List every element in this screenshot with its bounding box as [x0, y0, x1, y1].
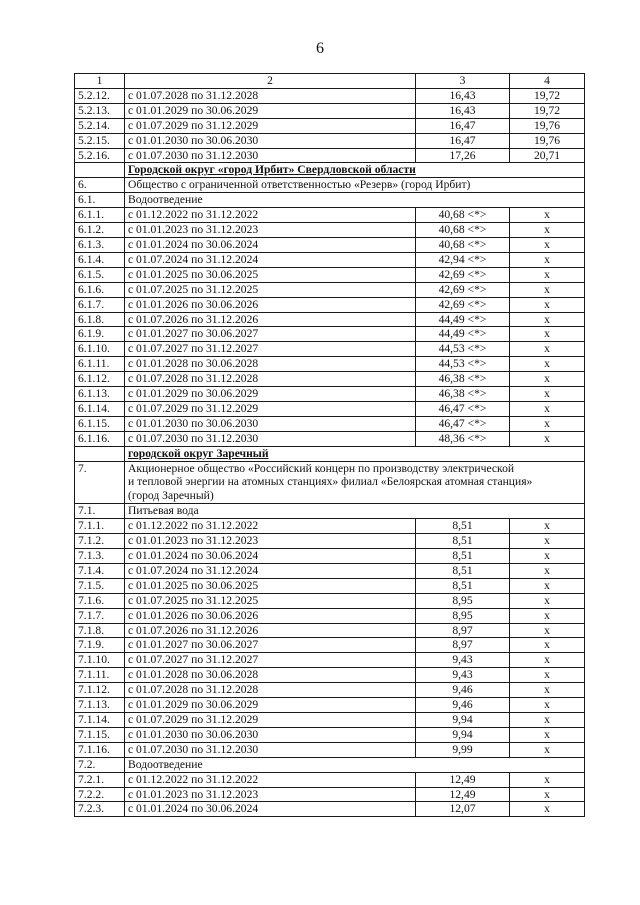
- row-period: с 01.01.2026 по 30.06.2026: [125, 297, 416, 312]
- row-number: 7.1.16.: [75, 742, 125, 757]
- service-name: Водоотведение: [125, 193, 585, 208]
- table-row: [75, 327, 585, 342]
- row-value-col3: 8,51: [416, 519, 510, 534]
- organization-row: [75, 178, 585, 193]
- table-row: [75, 372, 585, 387]
- row-period: с 01.12.2022 по 31.12.2022: [125, 772, 416, 787]
- row-value-col4: x: [510, 282, 585, 297]
- row-period: с 01.07.2030 по 31.12.2030: [125, 742, 416, 757]
- row-period: с 01.12.2022 по 31.12.2022: [125, 208, 416, 223]
- row-value-col4: x: [510, 653, 585, 668]
- row-value-col3: 16,47: [416, 118, 510, 133]
- row-value-col3: 44,49 <*>: [416, 327, 510, 342]
- table-row: [75, 431, 585, 446]
- row-period: с 01.01.2026 по 30.06.2026: [125, 608, 416, 623]
- row-period: с 01.01.2028 по 30.06.2028: [125, 357, 416, 372]
- row-period: с 01.07.2028 по 31.12.2028: [125, 683, 416, 698]
- row-value-col4: x: [510, 431, 585, 446]
- header-cell-2: 2: [125, 74, 416, 89]
- row-value-col3: 9,43: [416, 668, 510, 683]
- row-value-col4: x: [510, 683, 585, 698]
- section-empty-cell: [75, 446, 125, 461]
- table-row: [75, 148, 585, 163]
- row-value-col4: x: [510, 252, 585, 267]
- row-value-col3: 8,51: [416, 534, 510, 549]
- table-row: [75, 608, 585, 623]
- table-row: [75, 88, 585, 103]
- row-value-col3: 9,43: [416, 653, 510, 668]
- organization-row: [75, 461, 585, 504]
- row-value-col4: x: [510, 237, 585, 252]
- row-period: с 01.01.2029 по 30.06.2029: [125, 103, 416, 118]
- row-number: 6.1.8.: [75, 312, 125, 327]
- row-number: 7.1.13.: [75, 698, 125, 713]
- page-number: 6: [316, 40, 324, 57]
- row-period: с 01.12.2022 по 31.12.2022: [125, 519, 416, 534]
- header-cell-1: 1: [75, 74, 125, 89]
- table-row: [75, 742, 585, 757]
- row-value-col3: 40,68 <*>: [416, 208, 510, 223]
- section-heading: Городской округ «город Ирбит» Свердловской области: [125, 163, 585, 178]
- row-number: 6.1.14.: [75, 401, 125, 416]
- org-name-line: Общество с ограниченной ответственностью «Резерв» (город Ирбит): [128, 178, 471, 192]
- table-row: [75, 549, 585, 564]
- row-number: 7.1.1.: [75, 519, 125, 534]
- row-value-col3: 17,26: [416, 148, 510, 163]
- row-period: с 01.07.2029 по 31.12.2029: [125, 401, 416, 416]
- row-value-col4: x: [510, 563, 585, 578]
- row-value-col4: x: [510, 698, 585, 713]
- row-number: 7.2.3.: [75, 802, 125, 817]
- service-number: 6.1.: [75, 193, 125, 208]
- table-row: [75, 802, 585, 817]
- service-name: Водоотведение: [125, 757, 585, 772]
- row-value-col3: 8,51: [416, 578, 510, 593]
- row-number: 6.1.4.: [75, 252, 125, 267]
- row-period: с 01.07.2025 по 31.12.2025: [125, 593, 416, 608]
- row-value-col4: x: [510, 742, 585, 757]
- service-name: Питьевая вода: [125, 504, 585, 519]
- row-value-col4: x: [510, 593, 585, 608]
- row-value-col3: 9,46: [416, 683, 510, 698]
- row-period: с 01.07.2030 по 31.12.2030: [125, 148, 416, 163]
- row-period: с 01.01.2023 по 31.12.2023: [125, 534, 416, 549]
- row-value-col4: x: [510, 638, 585, 653]
- row-value-col3: 9,46: [416, 698, 510, 713]
- row-period: с 01.07.2024 по 31.12.2024: [125, 563, 416, 578]
- row-period: с 01.07.2025 по 31.12.2025: [125, 282, 416, 297]
- row-value-col3: 8,51: [416, 563, 510, 578]
- service-row: [75, 504, 585, 519]
- row-value-col4: x: [510, 623, 585, 638]
- org-name-line: Акционерное общество «Российский концерн по производству электрической: [128, 461, 515, 475]
- row-value-col3: 44,49 <*>: [416, 312, 510, 327]
- row-value-col3: 44,53 <*>: [416, 342, 510, 357]
- row-number: 7.2.1.: [75, 772, 125, 787]
- row-period: с 01.07.2028 по 31.12.2028: [125, 88, 416, 103]
- row-value-col4: x: [510, 401, 585, 416]
- row-period: с 01.07.2030 по 31.12.2030: [125, 431, 416, 446]
- table-row: [75, 416, 585, 431]
- row-number: 7.1.5.: [75, 578, 125, 593]
- row-number: 6.1.15.: [75, 416, 125, 431]
- row-value-col3: 46,47 <*>: [416, 416, 510, 431]
- row-value-col3: 8,95: [416, 608, 510, 623]
- row-period: с 01.07.2026 по 31.12.2026: [125, 312, 416, 327]
- table-row: [75, 787, 585, 802]
- row-value-col3: 12,49: [416, 772, 510, 787]
- row-period: с 01.01.2027 по 30.06.2027: [125, 638, 416, 653]
- row-value-col4: x: [510, 712, 585, 727]
- row-number: 5.2.13.: [75, 103, 125, 118]
- row-number: 6.1.10.: [75, 342, 125, 357]
- table-row: [75, 683, 585, 698]
- row-value-col3: 42,69 <*>: [416, 267, 510, 282]
- org-name: [125, 178, 585, 193]
- row-value-col4: 19,72: [510, 103, 585, 118]
- row-number: 5.2.15.: [75, 133, 125, 148]
- table-header-row: [75, 74, 585, 89]
- row-value-col4: x: [510, 772, 585, 787]
- row-value-col4: x: [510, 357, 585, 372]
- row-value-col4: x: [510, 549, 585, 564]
- row-period: с 01.01.2030 по 30.06.2030: [125, 133, 416, 148]
- row-value-col3: 9,94: [416, 712, 510, 727]
- row-value-col3: 12,07: [416, 802, 510, 817]
- table-row: [75, 133, 585, 148]
- row-number: 6.1.2.: [75, 223, 125, 238]
- row-value-col3: 46,47 <*>: [416, 401, 510, 416]
- row-number: 6.1.12.: [75, 372, 125, 387]
- row-value-col3: 42,94 <*>: [416, 252, 510, 267]
- row-value-col3: 16,43: [416, 103, 510, 118]
- row-number: 6.1.16.: [75, 431, 125, 446]
- section-heading-row: [75, 163, 585, 178]
- row-value-col4: x: [510, 267, 585, 282]
- row-value-col3: 40,68 <*>: [416, 237, 510, 252]
- row-value-col4: 20,71: [510, 148, 585, 163]
- row-value-col3: 16,43: [416, 88, 510, 103]
- service-row: [75, 193, 585, 208]
- row-number: 7.1.14.: [75, 712, 125, 727]
- row-value-col3: 12,49: [416, 787, 510, 802]
- row-period: с 01.01.2028 по 30.06.2028: [125, 668, 416, 683]
- row-value-col4: x: [510, 802, 585, 817]
- row-number: 7.1.15.: [75, 727, 125, 742]
- row-number: 6.1.7.: [75, 297, 125, 312]
- row-number: 6.1.5.: [75, 267, 125, 282]
- row-value-col3: 8,95: [416, 593, 510, 608]
- row-value-col3: 42,69 <*>: [416, 282, 510, 297]
- row-period: с 01.01.2029 по 30.06.2029: [125, 387, 416, 402]
- row-value-col4: x: [510, 608, 585, 623]
- row-number: 7.1.2.: [75, 534, 125, 549]
- table-row: [75, 103, 585, 118]
- row-period: с 01.01.2024 по 30.06.2024: [125, 237, 416, 252]
- row-period: с 01.07.2026 по 31.12.2026: [125, 623, 416, 638]
- row-value-col4: x: [510, 372, 585, 387]
- row-period: с 01.07.2029 по 31.12.2029: [125, 118, 416, 133]
- row-value-col4: 19,76: [510, 118, 585, 133]
- table-row: [75, 387, 585, 402]
- row-value-col3: 9,94: [416, 727, 510, 742]
- org-name: [125, 461, 585, 504]
- table-row: [75, 297, 585, 312]
- row-value-col4: x: [510, 312, 585, 327]
- row-number: 6.1.1.: [75, 208, 125, 223]
- row-number: 5.2.16.: [75, 148, 125, 163]
- table-row: [75, 312, 585, 327]
- row-period: с 01.07.2029 по 31.12.2029: [125, 712, 416, 727]
- row-number: 6.1.13.: [75, 387, 125, 402]
- row-value-col4: x: [510, 297, 585, 312]
- row-number: 6.1.3.: [75, 237, 125, 252]
- row-value-col4: x: [510, 578, 585, 593]
- row-period: с 01.01.2024 по 30.06.2024: [125, 549, 416, 564]
- table-row: [75, 342, 585, 357]
- row-value-col4: x: [510, 668, 585, 683]
- row-number: 7.1.9.: [75, 638, 125, 653]
- header-cell-4: 4: [510, 74, 585, 89]
- row-period: с 01.01.2025 по 30.06.2025: [125, 578, 416, 593]
- row-value-col3: 16,47: [416, 133, 510, 148]
- org-number: 6.: [75, 178, 125, 193]
- table-row: [75, 563, 585, 578]
- org-number: 7.: [75, 461, 125, 504]
- row-period: с 01.07.2027 по 31.12.2027: [125, 653, 416, 668]
- table-row: [75, 223, 585, 238]
- row-value-col3: 8,97: [416, 638, 510, 653]
- section-heading: городской округ Заречный: [125, 446, 585, 461]
- org-name-line: и тепловой энергии на атомных станциях» филиал «Белоярская атомная станция»: [128, 475, 533, 489]
- row-period: с 01.01.2024 по 30.06.2024: [125, 802, 416, 817]
- row-value-col3: 40,68 <*>: [416, 223, 510, 238]
- row-number: 7.1.3.: [75, 549, 125, 564]
- row-value-col4: x: [510, 519, 585, 534]
- row-number: 7.1.8.: [75, 623, 125, 638]
- row-value-col4: x: [510, 327, 585, 342]
- row-value-col3: 46,38 <*>: [416, 372, 510, 387]
- row-value-col4: x: [510, 342, 585, 357]
- header-cell-3: 3: [416, 74, 510, 89]
- table-row: [75, 401, 585, 416]
- service-number: 7.2.: [75, 757, 125, 772]
- row-period: с 01.01.2025 по 30.06.2025: [125, 267, 416, 282]
- section-heading-row: [75, 446, 585, 461]
- row-period: с 01.01.2023 по 31.12.2023: [125, 787, 416, 802]
- table-row: [75, 593, 585, 608]
- service-number: 7.1.: [75, 504, 125, 519]
- row-period: с 01.07.2027 по 31.12.2027: [125, 342, 416, 357]
- row-value-col4: x: [510, 787, 585, 802]
- table-row: [75, 712, 585, 727]
- table-row: [75, 252, 585, 267]
- section-empty-cell: [75, 163, 125, 178]
- row-value-col3: 46,38 <*>: [416, 387, 510, 402]
- row-value-col4: x: [510, 727, 585, 742]
- row-value-col4: x: [510, 416, 585, 431]
- row-value-col4: 19,76: [510, 133, 585, 148]
- row-period: с 01.07.2028 по 31.12.2028: [125, 372, 416, 387]
- row-number: 6.1.11.: [75, 357, 125, 372]
- row-period: с 01.07.2024 по 31.12.2024: [125, 252, 416, 267]
- table-row: [75, 698, 585, 713]
- table-row: [75, 727, 585, 742]
- table-row: [75, 208, 585, 223]
- tariff-table-body: [75, 74, 585, 817]
- org-name-line: (город Заречный): [128, 489, 214, 503]
- table-row: [75, 282, 585, 297]
- row-period: с 01.01.2030 по 30.06.2030: [125, 727, 416, 742]
- row-value-col4: x: [510, 387, 585, 402]
- row-value-col3: 44,53 <*>: [416, 357, 510, 372]
- row-value-col3: 42,69 <*>: [416, 297, 510, 312]
- row-value-col4: x: [510, 208, 585, 223]
- table-row: [75, 638, 585, 653]
- table-row: [75, 519, 585, 534]
- row-number: 7.1.12.: [75, 683, 125, 698]
- table-row: [75, 653, 585, 668]
- table-row: [75, 578, 585, 593]
- table-row: [75, 623, 585, 638]
- table-row: [75, 357, 585, 372]
- row-number: 7.1.11.: [75, 668, 125, 683]
- table-row: [75, 237, 585, 252]
- table-row: [75, 772, 585, 787]
- row-number: 7.2.2.: [75, 787, 125, 802]
- row-value-col4: 19,72: [510, 88, 585, 103]
- row-period: с 01.01.2027 по 30.06.2027: [125, 327, 416, 342]
- table-row: [75, 534, 585, 549]
- row-period: с 01.01.2030 по 30.06.2030: [125, 416, 416, 431]
- row-number: 5.2.14.: [75, 118, 125, 133]
- row-period: с 01.01.2023 по 31.12.2023: [125, 223, 416, 238]
- row-value-col3: 9,99: [416, 742, 510, 757]
- tariff-table: [74, 73, 585, 817]
- row-period: с 01.01.2029 по 30.06.2029: [125, 698, 416, 713]
- table-row: [75, 118, 585, 133]
- row-value-col4: x: [510, 223, 585, 238]
- row-number: 7.1.4.: [75, 563, 125, 578]
- row-value-col3: 8,51: [416, 549, 510, 564]
- service-row: [75, 757, 585, 772]
- row-number: 7.1.6.: [75, 593, 125, 608]
- row-value-col4: x: [510, 534, 585, 549]
- row-number: 7.1.7.: [75, 608, 125, 623]
- table-row: [75, 668, 585, 683]
- row-number: 6.1.9.: [75, 327, 125, 342]
- table-row: [75, 267, 585, 282]
- row-number: 7.1.10.: [75, 653, 125, 668]
- row-value-col3: 8,97: [416, 623, 510, 638]
- row-number: 5.2.12.: [75, 88, 125, 103]
- row-number: 6.1.6.: [75, 282, 125, 297]
- row-value-col3: 48,36 <*>: [416, 431, 510, 446]
